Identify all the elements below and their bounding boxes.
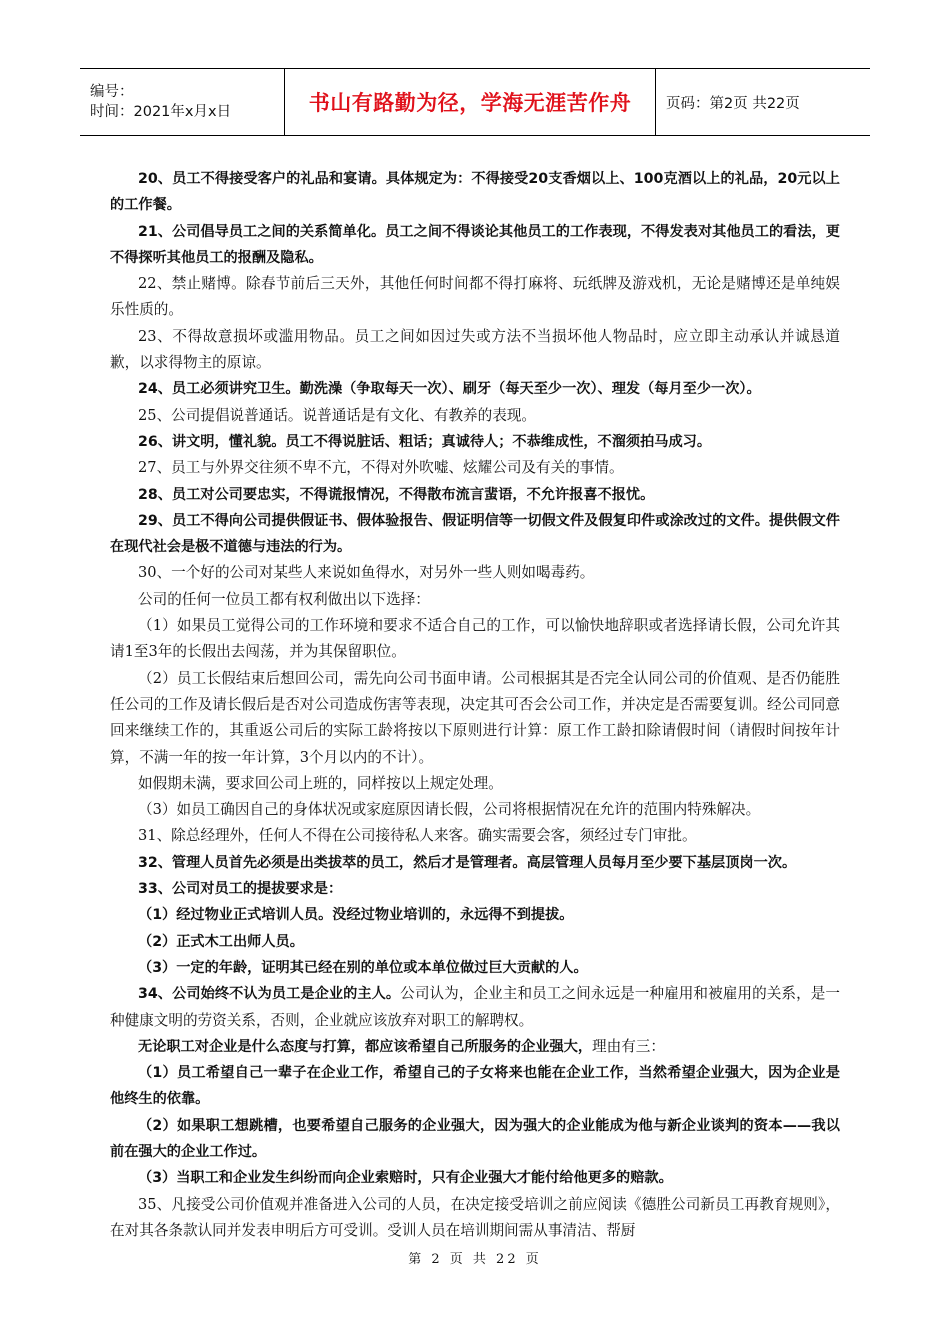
- paragraph: （2）正式木工出师人员。: [138, 933, 304, 950]
- paragraph-bold-lead: 无论职工对企业是什么态度与打算，都应该希望自己所服务的企业强大，: [138, 1038, 593, 1055]
- paragraph: （3）当职工和企业发生纠纷而向企业索赔时，只有企业强大才能付给他更多的赔款。: [138, 1170, 673, 1187]
- paragraph: 25、公司提倡说普通话。说普通话是有文化、有教养的表现。: [138, 406, 537, 424]
- page-footer: 第 2 页 共 22 页: [408, 1252, 542, 1267]
- header-motto: 书山有路勤为径，学海无涯苦作舟: [284, 69, 656, 135]
- paragraph: 32、管理人员首先必须是出类拔萃的员工，然后才是管理者。高层管理人员每月至少要下基层顶岗一次。: [138, 854, 797, 871]
- paragraph: [110, 981, 840, 1034]
- document-body: [110, 166, 840, 1244]
- paragraph: 31、除总经理外，任何人不得在公司接待私人来客。确实需要会客，须经过专门审批。: [138, 827, 697, 845]
- paragraph: （3）如员工确因自己的身体状况或家庭原因请长假，公司将根据情况在允许的范围内特殊解决。: [138, 801, 761, 819]
- paragraph: （1）如果员工觉得公司的工作环境和要求不适合自己的工作，可以愉快地辞职或者选择请长假，公司允许其请1至3年的长假出去闯荡，并为其保留职位。: [110, 617, 840, 661]
- document-number-label: 编号：: [90, 84, 134, 100]
- paragraph: 33、公司对员工的提拔要求是：: [138, 881, 343, 898]
- paragraph: 28、员工对公司要忠实，不得谎报情况，不得散布流言蜚语，不允许报喜不报忧。: [138, 486, 655, 503]
- paragraph: 23、不得故意损坏或滥用物品。员工之间如因过失或方法不当损坏他人物品时，应立即主动承认并诚恳道歉，以求得物主的原谅。: [110, 327, 840, 372]
- paragraph-body: 公司认为，企业主和员工之间永远是一种雇用和被雇用的关系，是一种健康文明的劳资关系，否则，企业就应该放弃对职工的解聘权。: [110, 985, 840, 1029]
- paragraph: 24、员工必须讲究卫生。勤洗澡（争取每天一次）、刷牙（每天至少一次）、理发（每月至少一次）。: [138, 381, 761, 398]
- paragraph: 29、员工不得向公司提供假证书、假体验报告、假证明信等一切假文件及假复印件或涂改过的文件。提供假文件在现代社会是极不道德与违法的行为。: [110, 512, 840, 556]
- paragraph: 35、凡接受公司价值观并准备进入公司的人员，在决定接受培训之前应阅读《德胜公司新员工再教育规则》，在对其各条款认同并发表申明后方可受训。受训人员在培训期间需从事清洁、帮厨: [110, 1195, 840, 1239]
- paragraph: （3）一定的年龄，证明其已经在别的单位或本单位做过巨大贡献的人。: [138, 959, 588, 976]
- paragraph: 27、员工与外界交往须不卑不亢，不得对外吹嘘、炫耀公司及有关的事情。: [138, 459, 624, 477]
- paragraph-body: 理由有三：: [592, 1037, 665, 1055]
- paragraph: （1）员工希望自己一辈子在企业工作，希望自己的子女将来也能在企业工作，当然希望企业强大，因为企业是他终生的依靠。: [110, 1065, 840, 1108]
- paragraph: （1）经过物业正式培训人员。没经过物业培训的，永远得不到提拔。: [138, 907, 574, 924]
- header-meta: [80, 69, 284, 135]
- header-page-info: 页码：第2页 共22页: [666, 95, 800, 112]
- document-date-label: 时间：2021年x月x日: [90, 104, 232, 120]
- paragraph: 20、员工不得接受客户的礼品和宴请。具体规定为：不得接受20支香烟以上、100克酒以上的礼品，20元以上的工作餐。: [110, 171, 840, 214]
- paragraph: 如假期未满，要求回公司上班的，同样按以上规定处理。: [138, 774, 503, 792]
- paragraph-bold-lead: 34、公司始终不认为员工是企业的主人。: [138, 986, 401, 1003]
- paragraph: 22、禁止赌博。除春节前后三天外，其他任何时间都不得打麻将、玩纸牌及游戏机，无论是赌博还是单纯娱乐性质的。: [110, 275, 840, 319]
- paragraph: 21、公司倡导员工之间的关系简单化。员工之间不得谈论其他员工的工作表现，不得发表对其他员工的看法，更不得探听其他员工的报酬及隐私。: [110, 223, 840, 266]
- paragraph: 30、一个好的公司对某些人来说如鱼得水，对另外一些人则如喝毒药。: [138, 564, 595, 582]
- paragraph: （2）如果职工想跳槽，也要希望自己服务的企业强大，因为强大的企业能成为他与新企业谈判的资本——我以前在强大的企业工作过。: [110, 1117, 840, 1160]
- paragraph: [110, 1034, 840, 1060]
- paragraph: 公司的任何一位员工都有权利做出以下选择：: [138, 590, 430, 608]
- document-header: [80, 68, 870, 136]
- paragraph: （2）员工长假结束后想回公司，需先向公司书面申请。公司根据其是否完全认同公司的价值观、是否仍能胜任公司的工作及请长假后是否对公司造成伤害等表现，决定其可否会公司工作，并决定是否需要复训。经公司同意回来继续工作的，其重返公司后的实际工龄将按以下原则进行计算：原工作工龄扣除请假时间（请假时间按年计算，不满一年的按一年计算，3个月以内的不计）。: [110, 669, 840, 766]
- paragraph: 26、讲文明，懂礼貌。员工不得说脏话、粗话；真诚待人；不恭维成性，不溜须拍马成习。: [138, 433, 712, 450]
